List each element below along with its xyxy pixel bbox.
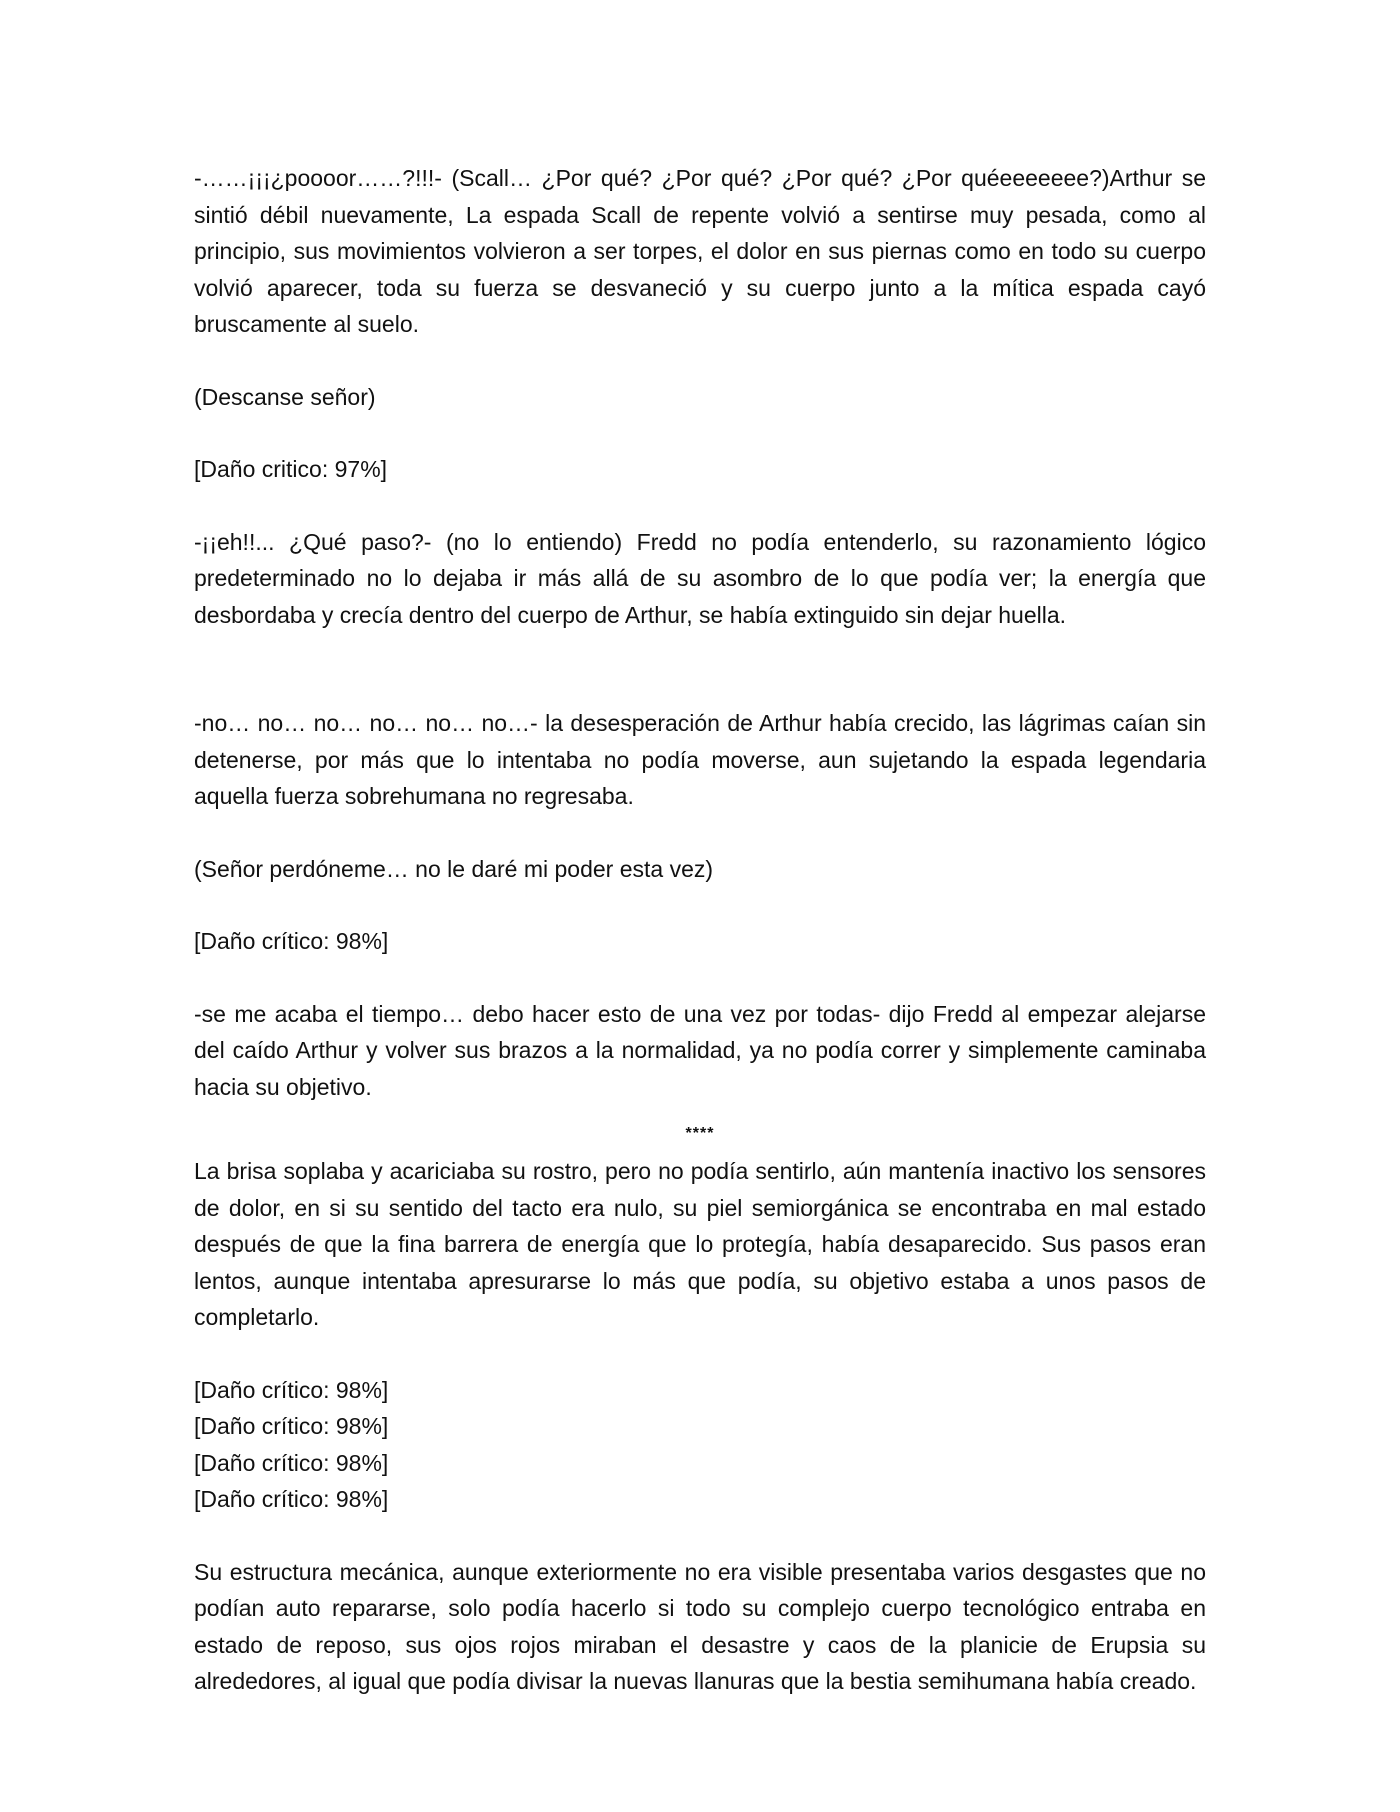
damage-line-98: [Daño crítico: 98%] — [194, 928, 389, 954]
damage-list-item: [Daño crítico: 98%] — [194, 1376, 389, 1403]
damage-list-item: [Daño crítico: 98%] — [194, 1486, 389, 1512]
paragraph-9: La brisa soplaba y acariciaba su rostro, pero no podía sentirlo, aún mantenía inactivo los sensores de dolor, en si su sentido del tacto era nulo, su piel semiorgánica se encontraba en mal estado después de que la fina barrera de energía que lo protegía, había desaparecido. Sus pasos eran lentos, aunque intentaba apresurarse lo más que podía, su objetivo estaba a unos pasos de completarlo. — [194, 1158, 1206, 1330]
section-separator: **** — [685, 1125, 715, 1142]
paragraph-8: -se me acaba el tiempo… debo hacer esto de una vez por todas- dijo Fredd al empezar alejarse del caído Arthur y volver sus brazos a la normalidad, ya no podía correr y simplemente caminaba hacia su objetivo. — [194, 1000, 1206, 1100]
paragraph-2: (Descanse señor) — [194, 383, 376, 410]
damage-list-item: [Daño crítico: 98%] — [194, 1413, 389, 1439]
damage-list-item: [Daño crítico: 98%] — [194, 1449, 389, 1476]
paragraph-4: -¡¡eh!!... ¿Qué paso?- (no lo entiendo) Fredd no podía entenderlo, su razonamiento lógico predeterminado no lo dejaba ir más allá de su asombro de lo que podía ver; la energía que desbordaba y crecía dentro del cuerpo de Arthur, se había extinguido sin dejar huella. — [194, 528, 1206, 628]
paragraph-1: -……¡¡¡¿poooor……?!!!- (Scall… ¿Por qué? ¿Por qué? ¿Por qué? ¿Por quéeeeeeee?)Arthur se sintió débil nuevamente, La espada Scall de repente volvió a sentirse muy pesada, como al principio, sus movimientos volvieron a ser torpes, el dolor en sus piernas como en todo su cuerpo volvió aparecer, toda su fuerza se desvaneció y su cuerpo junto a la mítica espada cayó bruscamente al suelo. — [194, 165, 1206, 337]
paragraph-5: -no… no… no… no… no… no…- la desesperación de Arthur había crecido, las lágrimas caían sin detenerse, por más que lo intentaba no podía moverse, aun sujetando la espada legendaria aquella fuerza sobrehumana no regresaba. — [194, 710, 1206, 809]
damage-list — [194, 1372, 1206, 1518]
paragraph-6: (Señor perdóneme… no le daré mi poder esta vez) — [194, 855, 714, 882]
paragraph-10: Su estructura mecánica, aunque exteriormente no era visible presentaba varios desgastes que no podían auto repararse, solo podía hacerlo si todo su complejo cuerpo tecnológico entraba en estado de reposo, sus ojos rojos miraban el desastre y caos de la planicie de Erupsia su alrededores, al igual que podía divisar la nuevas llanuras que la bestia semihumana había creado. — [194, 1558, 1206, 1694]
damage-line-97: [Daño critico: 97%] — [194, 456, 388, 482]
document-page — [194, 160, 1206, 1700]
